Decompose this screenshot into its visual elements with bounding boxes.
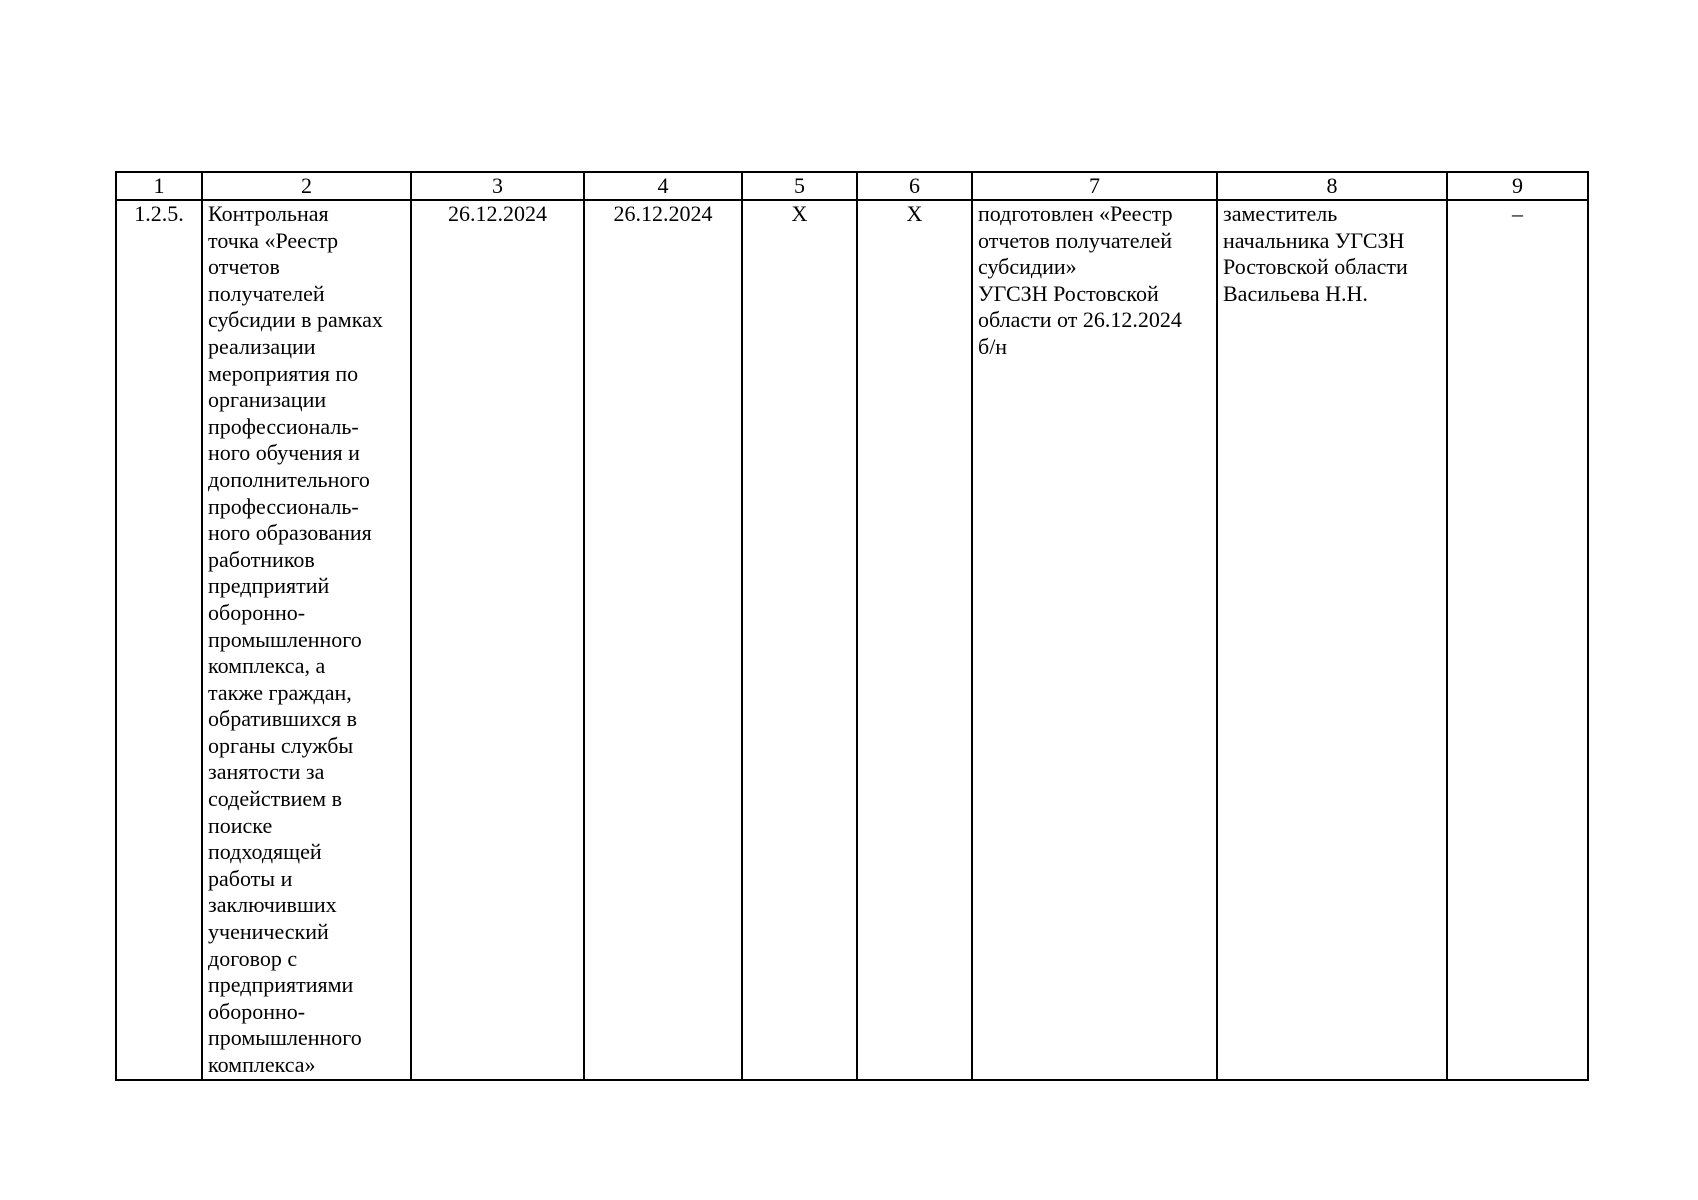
column-number-3: 3 [411,172,584,200]
result-cell [972,200,1217,1080]
responsible-cell [1217,200,1447,1080]
column-number-7: 7 [972,172,1217,200]
description-cell [202,200,411,1080]
column-number-1: 1 [116,172,202,200]
column-9-value: – [1512,201,1523,226]
result-document: подготовлен «Реестр отчетов получателей субсидии» УГСЗН Ростовской области от 26.12.2024 б/н [978,201,1182,359]
start-date: 26.12.2024 [448,201,547,226]
column-number-row [116,172,1588,200]
control-point-description: Контрольная точка «Реестр отчетов получателей субсидии в рамках реализации мероприятия по организации профессиональ- ного обучения и дополнительного профессиональ- ного образования работников предприятий оборонно- промышленного комплекса, а также граждан, обратившихся в органы службы занятости за содействием в поиске подходящей работы и заключивших ученический договор с предприятиями оборонно- промышленного комплекса» [208,201,383,1077]
column-number-4: 4 [584,172,742,200]
column-number-2: 2 [202,172,411,200]
column-6-cell [857,200,972,1080]
table-row [116,200,1588,1080]
column-number-6: 6 [857,172,972,200]
column-5-cell [742,200,857,1080]
column-number-9: 9 [1447,172,1588,200]
column-9-cell [1447,200,1588,1080]
item-number: 1.2.5. [134,201,184,226]
end-date: 26.12.2024 [613,201,713,226]
column-number-8: 8 [1217,172,1447,200]
end-date-cell [584,200,742,1080]
column-6-value: Х [906,201,923,226]
control-points-table [115,171,1589,1081]
start-date-cell [411,200,584,1080]
item-number-cell [116,200,202,1080]
column-number-5: 5 [742,172,857,200]
column-5-value: Х [791,201,808,226]
responsible-person: заместитель начальника УГСЗН Ростовской области Васильева Н.Н. [1223,201,1408,306]
